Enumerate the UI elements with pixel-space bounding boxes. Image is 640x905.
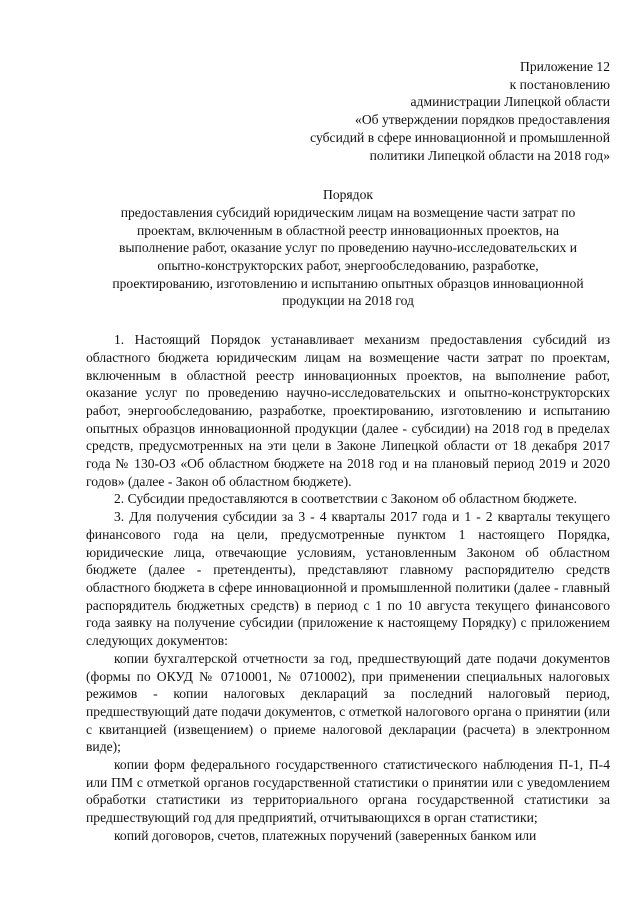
title-heading: Порядок [323,187,373,203]
document-body [86,331,610,844]
paragraph: 1. Настоящий Порядок устанавливает механизм предоставления субсидий из областного бюджета юридическим лицам на возмещение части затрат по проектам, включенным в областной реестр инновационных проектов, на выполнение работ, оказание услуг по проведению научно-исследовательских и опытно-конструкторских работ, энергообследованию, разработке, проектированию, изготовлению и испытанию опытных образцов инновационной продукции (далее - субсидии) на 2018 год в пределах средств, предусмотренных на эти цели в Законе Липецкой области от 18 декабря 2017 года № 130-ОЗ «Об областном бюджете на 2018 год и на плановый период 2019 и 2020 годов» (далее - Закон об областном бюджете). [86,332,610,489]
title-line: предоставления субсидий юридическим лицам на возмещение части затрат по [120,204,576,220]
title-line: проектам, включенным в областной реестр инновационных проектов, на [137,222,559,238]
paragraph: 2. Субсидии предоставляются в соответствии с Законом об областном бюджете. [114,491,578,507]
appendix-line: Приложение 12 [520,59,610,74]
appendix-line: субсидий в сфере инновационной и промышленной [310,129,610,145]
paragraph: 3. Для получения субсидии за 3 - 4 кварталы 2017 года и 1 - 2 кварталы текущего финансового года на цели, предусмотренные пунктом 1 настоящего Порядка, юридические лица, отвечающие условиям, установленным Законом об областном бюджете (далее - претенденты), представляют главному распорядителю средств областного бюджета в сфере инновационной и промышленной политики (далее - главный распорядитель бюджетных средств) в период с 1 по 10 августа текущего финансового года заявку на получение субсидии (приложение к настоящему Порядку) с приложением следующих документов: [86,509,610,649]
appendix-line: «Об утверждении порядков предоставления [355,112,610,128]
title-line: выполнение работ, оказание услуг по проведению научно-исследовательских и [119,240,577,256]
appendix-line: политики Липецкой области на 2018 год» [369,147,610,163]
paragraph: копий договоров, счетов, платежных поручений (заверенных банком или [114,827,537,843]
appendix-header [86,58,610,164]
document-title [86,186,610,310]
appendix-line: к постановлению [509,76,610,92]
title-line: опытно-конструкторских работ, энергообследованию, разработке, [157,258,539,274]
paragraph: копии форм федерального государственного статистического наблюдения П-1, П-4 или ПМ с отметкой органов государственной статистики о принятии или с уведомлением обработки статистики из территориального органа государственной статистики за предшествующий год для предприятий, отчитывающихся в орган статистики; [86,757,610,826]
appendix-line: администрации Липецкой области [410,94,610,110]
paragraph: копии бухгалтерской отчетности за год, предшествующий дате подачи документов (формы по ОКУД № 0710001, № 0710002), при применении специальных налоговых режимов - копии налоговых деклараций за последний налоговый период, предшествующий дате подачи документов, с отметкой налогового органа о принятии (или с квитанцией (извещением) о приеме налоговой декларации (расчета) в электронном виде); [86,650,610,755]
title-line: продукции на 2018 год [282,293,414,309]
title-line: проектированию, изготовлению и испытанию опытных образцов инновационной [112,275,584,291]
